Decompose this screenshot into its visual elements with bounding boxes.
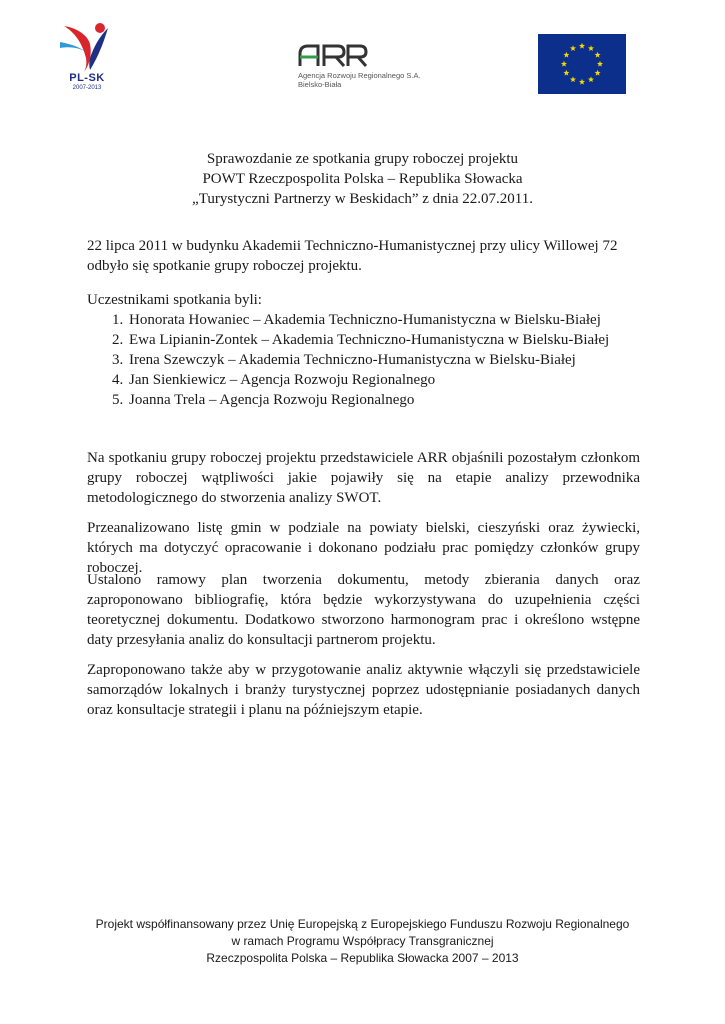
paragraph-2: Przeanalizowano listę gmin w podziale na powiaty bielski, cieszyński oraz żywiecki, których ma dotyczyć opracowanie i dokonano podziału prac pomiędzy członków grupy roboczej. [87,520,640,576]
participant-item: 4. Jan Sienkiewicz – Agencja Rozwoju Regionalnego [127,370,640,390]
arr-logo [298,44,458,92]
document-title [90,149,635,209]
participants-list [87,310,640,410]
participant-item: 1. Honorata Howaniec – Akademia Techniczno-Humanistyczna w Bielsku-Białej [127,310,640,330]
participants-label: Uczestnikami spotkania byli: [87,292,262,308]
pl-sk-figure-icon [56,18,118,74]
participant-item: 3. Irena Szewczyk – Akademia Techniczno-Humanistyczna w Bielsku-Białej [127,350,640,370]
arr-logo-city: Bielsko-Biała [298,80,342,89]
pl-sk-logo-text: PL-SK [69,72,105,84]
participant-item: 2. Ewa Lipianin-Zontek – Akademia Techniczno-Humanistyczna w Bielsku-Białej [127,330,640,350]
footer-line-3: Rzeczpospolita Polska – Republika Słowacka 2007 – 2013 [206,951,519,965]
participant-item: 5. Joanna Trela – Agencja Rozwoju Regionalnego [127,390,640,410]
title-line-2: POWT Rzeczpospolita Polska – Republika Słowacka [202,171,523,187]
footer-line-2: w ramach Programu Współpracy Transgranicznej [231,934,494,948]
eu-flag [538,34,626,94]
title-line-3: „Turystyczni Partnerzy w Beskidach” z dnia 22.07.2011. [192,191,533,207]
arr-logo-mark-icon [298,44,368,68]
eu-flag-icon [538,34,626,94]
arr-logo-name: Agencja Rozwoju Regionalnego S.A. [298,71,421,80]
intro-paragraph: 22 lipca 2011 w budynku Akademii Techniczno-Humanistycznej przy ulicy Willowej 72 odbyło się spotkanie grupy roboczej projektu. [87,238,618,274]
pl-sk-logo [56,18,118,94]
paragraph-4: Zaproponowano także aby w przygotowanie analiz aktywnie włączyli się przedstawiciele samorządów lokalnych i branży turystycznej poprzez udostępnianie posiadanych danych oraz konsultacje strategii i planu na późniejszym etapie. [87,662,640,718]
pl-sk-logo-years: 2007-2013 [72,85,102,91]
paragraph-3: Ustalono ramowy plan tworzenia dokumentu, metody zbierania danych oraz zaproponowano bibliografię, która będzie wykorzystywana do uzupełnienia części teoretycznej dokumentu. Dodatkowo stworzono harmonogram prac i określono wstępne daty przesyłania analiz do konsultacji partnerom projektu. [87,572,640,648]
title-line-1: Sprawozdanie ze spotkania grupy roboczej projektu [206,151,519,167]
paragraph-1: Na spotkaniu grupy roboczej projektu przedstawiciele ARR objaśnili pozostałym członkom grupy roboczej wątpliwości jakie pojawiły się na etapie analizy przewodnika metodologicznego do stworzenia analizy SWOT. [87,450,640,506]
footer-line-1: Projekt współfinansowany przez Unię Europejską z Europejskiego Funduszu Rozwoju Regionalnego [95,917,630,931]
page-footer [40,916,685,967]
